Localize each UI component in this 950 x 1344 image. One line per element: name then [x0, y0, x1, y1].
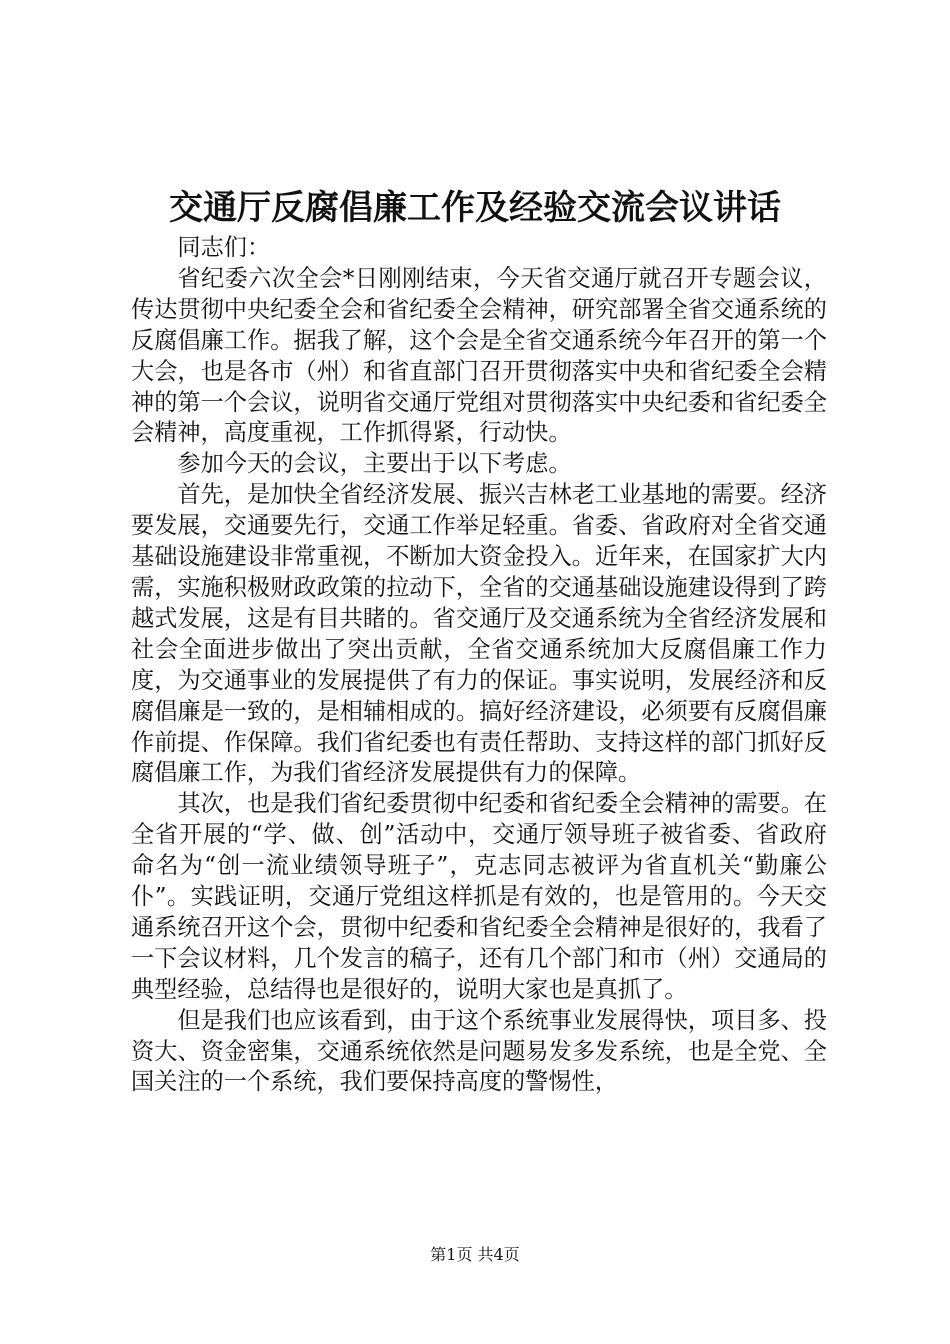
document-body: [131, 233, 827, 1098]
body-paragraph-1: 省纪委六次全会*日刚刚结束，今天省交通厅就召开专题会议，传达贯彻中央纪委全会和省纪委全会精神，研究部署全省交通系统的反腐倡廉工作。据我了解，这个会是全省交通系统今年召开的第一个大会，也是各市（州）和省直部门召开贯彻落实中央和省纪委全会精神的第一个会议，说明省交通厅党组对贯彻落实中央纪委和省纪委全会精神，高度重视，工作抓得紧，行动快。: [131, 264, 827, 447]
salutation-paragraph: 同志们：: [177, 234, 271, 261]
body-paragraph-3: 首先，是加快全省经济发展、振兴吉林老工业基地的需要。经济要发展，交通要先行，交通工作举足轻重。省委、省政府对全省交通基础设施建设非常重视，不断加大资金投入。近年来，在国家扩大内需，实施积极财政政策的拉动下，全省的交通基础设施建设得到了跨越式发展，这是有目共睹的。省交通厅及交通系统为全省经济发展和社会全面进步做出了突出贡献，全省交通系统加大反腐倡廉工作力度，为交通事业的发展提供了有力的保证。事实说明，发展经济和反腐倡廉是一致的，是相辅相成的。搞好经济建设，必须要有反腐倡廉作前提、作保障。我们省纪委也有责任帮助、支持这样的部门抓好反腐倡廉工作，为我们省经济发展提供有力的保障。: [131, 481, 827, 787]
document-title: 交通厅反腐倡廉工作及经验交流会议讲话: [169, 188, 781, 228]
page-footer: 第1页 共4页: [430, 1245, 520, 1264]
body-paragraph-4: 其次，也是我们省纪委贯彻中纪委和省纪委全会精神的需要。在全省开展的“学、做、创”活动中，交通厅领导班子被省委、省政府命名为“创一流业绩领导班子”，克志同志被评为省直机关“勤廉公仆”。实践证明，交通厅党组这样抓是有效的，也是管用的。今天交通系统召开这个会，贯彻中纪委和省纪委全会精神是很好的，我看了一下会议材料，几个发言的稿子，还有几个部门和市（州）交通局的典型经验，总结得也是很好的，说明大家也是真抓了。: [131, 790, 827, 1003]
body-paragraph-5: 但是我们也应该看到，由于这个系统事业发展得快，项目多、投资大、资金密集，交通系统依然是问题易发多发系统，也是全党、全国关注的一个系统，我们要保持高度的警惕性，: [131, 1006, 827, 1096]
body-paragraph-2: 参加今天的会议，主要出于以下考虑。: [177, 450, 572, 478]
